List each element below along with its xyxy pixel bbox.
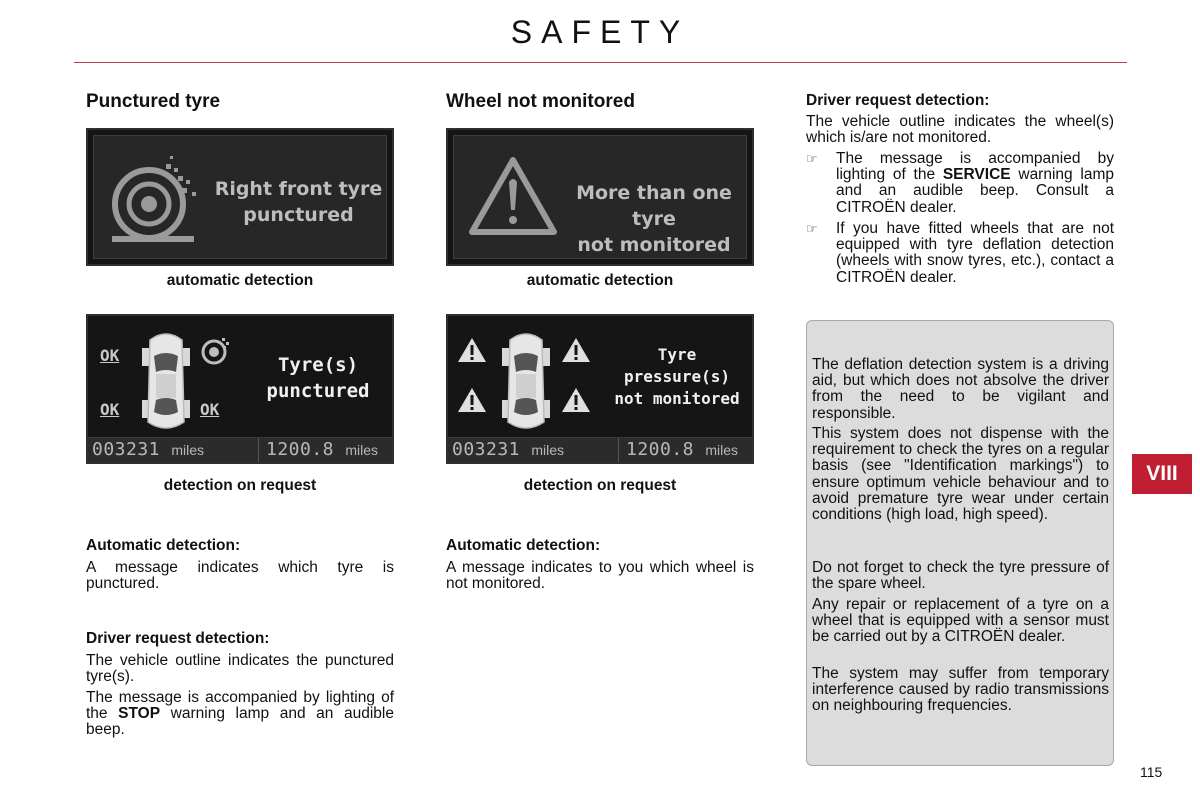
odometer-bar — [448, 437, 752, 462]
pointing-hand-icon: ☞ — [806, 221, 818, 236]
display-panel — [453, 135, 747, 259]
punctured-tyre-icon-small — [200, 334, 232, 366]
header-divider — [74, 62, 1127, 63]
punctured-request-display — [86, 314, 394, 464]
caption-automatic-detection: automatic detection — [166, 272, 314, 289]
note-paragraph-3: Do not forget to check the tyre pressure of the spare wheel. — [812, 559, 1109, 593]
display-panel — [93, 135, 387, 259]
car-outline-icon — [140, 326, 192, 436]
display-line-2: punctured — [243, 204, 354, 226]
trip-unit: miles — [705, 442, 739, 458]
warning-icon-front-right — [560, 336, 592, 364]
note-paragraph-1: The deflation detection system is a driving aid, but which does not absolve the driver from the need to be vigilant and responsible. — [812, 356, 1109, 422]
note-paragraph-2: This system does not dispense with the requirement to check the tyres on a regular basis (see "Identification markings") to ensure optimum vehicle behaviour and to avoid premature tyre wear under certain conditions (high load, high speed). — [812, 425, 1109, 524]
caption-detection-on-request: detection on request — [163, 477, 317, 494]
display-line-3: not monitored — [614, 389, 740, 408]
punctured-auto-display — [86, 128, 394, 266]
stop-label: STOP — [118, 705, 161, 723]
ok-front-left: OK — [100, 346, 120, 365]
trip-unit: miles — [345, 442, 379, 458]
display-line-1: Tyre(s) — [277, 354, 359, 376]
bullet-item-snow-tyres: ☞ If you have fitted wheels that are not equipped with tyre deflation detection (wheels with snow tyres, etc.), contact a CITROËN dealer. — [806, 220, 1114, 286]
caption-automatic-detection: automatic detection — [526, 272, 674, 289]
not-monitored-request-display — [446, 314, 754, 464]
ok-rear-left: OK — [100, 400, 120, 419]
odometer-value: 003231 — [452, 439, 521, 460]
counter-divider — [618, 438, 619, 462]
odometer-value: 003231 — [92, 439, 161, 460]
not-monitored-auto-display — [446, 128, 754, 266]
counter-divider — [258, 438, 259, 462]
caption-detection-on-request: detection on request — [523, 477, 677, 494]
display-line-1: Tyre — [657, 345, 697, 364]
note-paragraph-5: The system may suffer from temporary interference caused by radio transmissions on neighbouring frequencies. — [812, 665, 1109, 715]
driver-request-text: The vehicle outline indicates the wheel(s) which is/are not monitored. — [806, 113, 1114, 147]
punctured-tyre-heading: Punctured tyre — [86, 91, 221, 112]
wheel-not-monitored-heading: Wheel not monitored — [446, 91, 635, 112]
note-paragraph-4: Any repair or replacement of a tyre on a wheel that is equipped with a sensor must be carried out by a CITROËN dealer. — [812, 596, 1109, 646]
display-line-1: More than one tyre — [576, 182, 732, 230]
driver-request-heading: Driver request detection: — [86, 630, 270, 647]
auto-detection-heading: Automatic detection: — [446, 537, 601, 554]
service-label: SERVICE — [942, 166, 1011, 184]
pointing-hand-icon: ☞ — [806, 151, 818, 166]
warning-icon-front-left — [456, 336, 488, 364]
chapter-tab: VIII — [1132, 454, 1192, 494]
trip-value: 1200.8 — [626, 439, 695, 460]
bullet-item-service: ☞ The message is accompanied by lighting of the SERVICE warning lamp and an audible beep. Consult a CITROËN dealer. — [806, 150, 1114, 216]
auto-detection-text: A message indicates to you which wheel is not monitored. — [446, 559, 754, 593]
page-title: SAFETY — [510, 14, 690, 50]
car-outline-icon — [500, 326, 552, 436]
display-line-1: Right front tyre — [214, 178, 383, 200]
driver-request-text-1: The vehicle outline indicates the punctured tyre(s). — [86, 652, 394, 686]
odometer-unit: miles — [531, 442, 565, 458]
auto-detection-heading: Automatic detection: — [86, 537, 241, 554]
display-line-2: not monitored — [577, 234, 731, 256]
warning-icon-rear-left — [456, 386, 488, 414]
driver-request-text-2: The message is accompanied by lighting of the STOP warning lamp and an audible beep. — [86, 689, 394, 739]
auto-detection-text: A message indicates which tyre is punctured. — [86, 559, 394, 593]
odometer-unit: miles — [171, 442, 205, 458]
odometer-bar — [88, 437, 392, 462]
display-line-2: pressure(s) — [624, 367, 730, 386]
warning-triangle-icon — [468, 156, 558, 236]
ok-rear-right: OK — [200, 400, 220, 419]
display-line-2: punctured — [266, 380, 370, 402]
driver-request-heading: Driver request detection: — [806, 92, 990, 109]
punctured-tyre-icon — [104, 146, 214, 246]
page-number: 115 — [1140, 764, 1163, 780]
warning-icon-rear-right — [560, 386, 592, 414]
trip-value: 1200.8 — [266, 439, 335, 460]
